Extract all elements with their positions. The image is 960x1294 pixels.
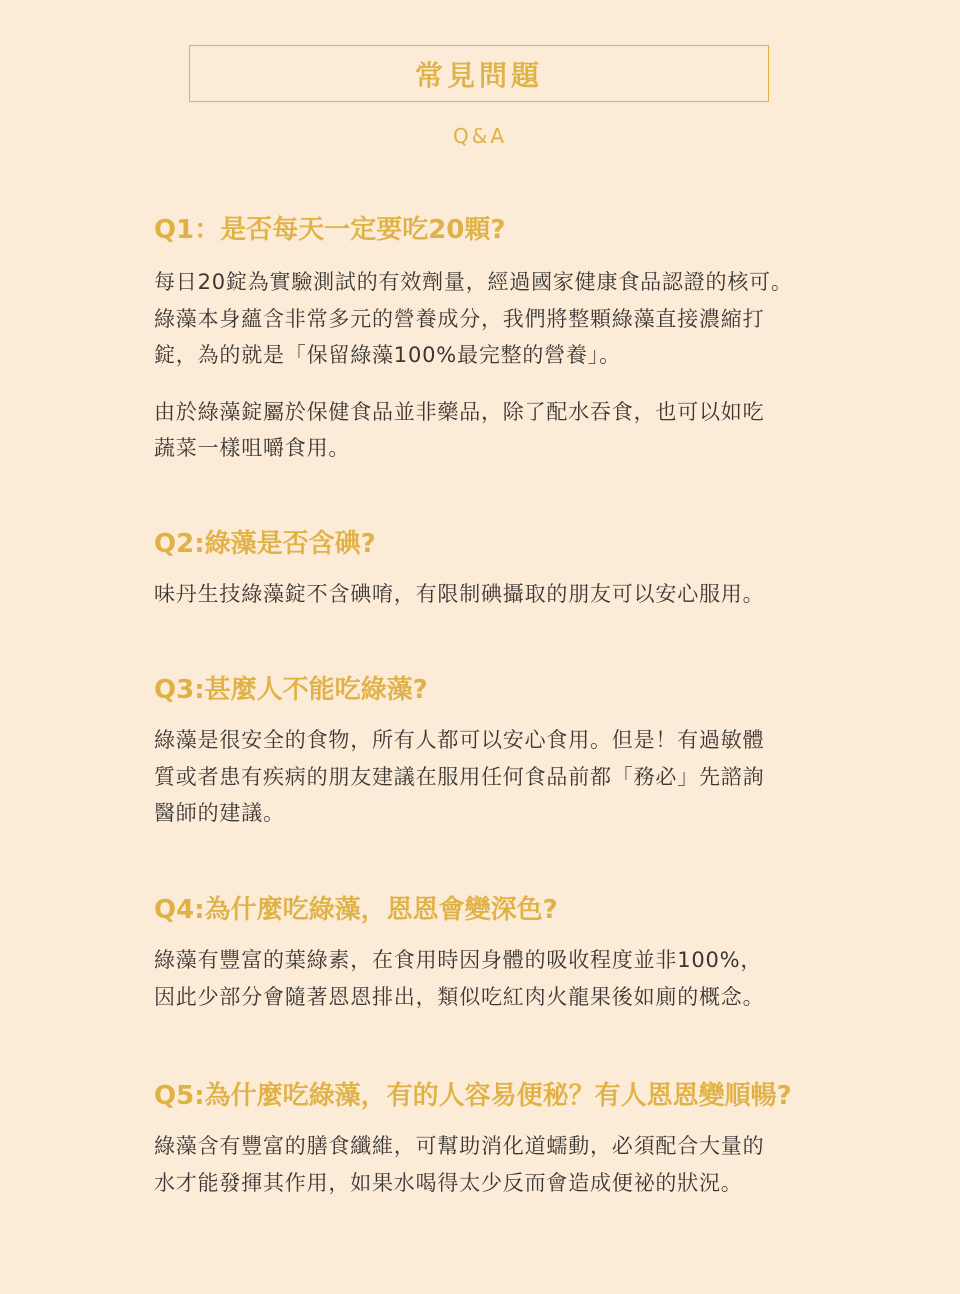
faq-answer-line: 綠藻有豐富的葉綠素，在食用時因身體的吸收程度並非100%， [154,948,763,972]
faq-answer-line: 蔬菜一樣咀嚼食用。 [154,436,351,460]
page-title: 常見問題 [414,58,543,92]
faq-item-4 [154,892,854,1015]
faq-answer-line: 錠，為的就是「保留綠藻100%最完整的營養」。 [154,343,621,367]
faq-answer-line: 水才能發揮其作用，如果水喝得太少反而會造成便祕的狀況。 [154,1170,743,1195]
faq-answer-line: 每日20錠為實驗測試的有效劑量，經過國家健康食品認證的核可。 [154,270,793,294]
faq-question: Q1：是否每天一定要吃20顆? [154,215,506,245]
faq-item-1 [154,212,854,467]
faq-question: Q4:為什麼吃綠藻，恩恩會變深色? [154,895,558,925]
faq-answer-line: 因此少部分會隨著恩恩排出，類似吃紅肉火龍果後如廁的概念。 [154,984,765,1009]
faq-item-2 [154,526,854,613]
faq-item-3 [154,672,854,832]
faq-question: Q5:為什麼吃綠藻，有的人容易便秘？有人恩恩變順暢? [154,1081,792,1111]
faq-question: Q3:甚麼人不能吃綠藻? [154,675,428,705]
faq-answer-line: 綠藻本身蘊含非常多元的營養成分，我們將整顆綠藻直接濃縮打 [154,306,765,331]
faq-answer-line: 質或者患有疾病的朋友建議在服用任何食品前都「務必」先諮詢 [154,764,765,789]
faq-answer-line: 味丹生技綠藻錠不含碘唷，有限制碘攝取的朋友可以安心服用。 [154,582,765,606]
faq-answer-line: 綠藻含有豐富的膳食纖維，可幫助消化道蠕動，必須配合大量的 [154,1134,765,1158]
faq-answer-line: 綠藻是很安全的食物，所有人都可以安心食用。但是！有過敏體 [154,728,765,752]
faq-answer-line: 由於綠藻錠屬於保健食品並非藥品，除了配水吞食，也可以如吃 [154,399,765,424]
faq-answer-line: 醫師的建議。 [154,801,285,825]
faq-question: Q2:綠藻是否含碘? [154,529,376,559]
faq-item-5 [154,1078,854,1201]
page-subtitle: Q&A [452,124,508,148]
paragraph-gap [154,374,854,394]
title-box [189,45,769,102]
